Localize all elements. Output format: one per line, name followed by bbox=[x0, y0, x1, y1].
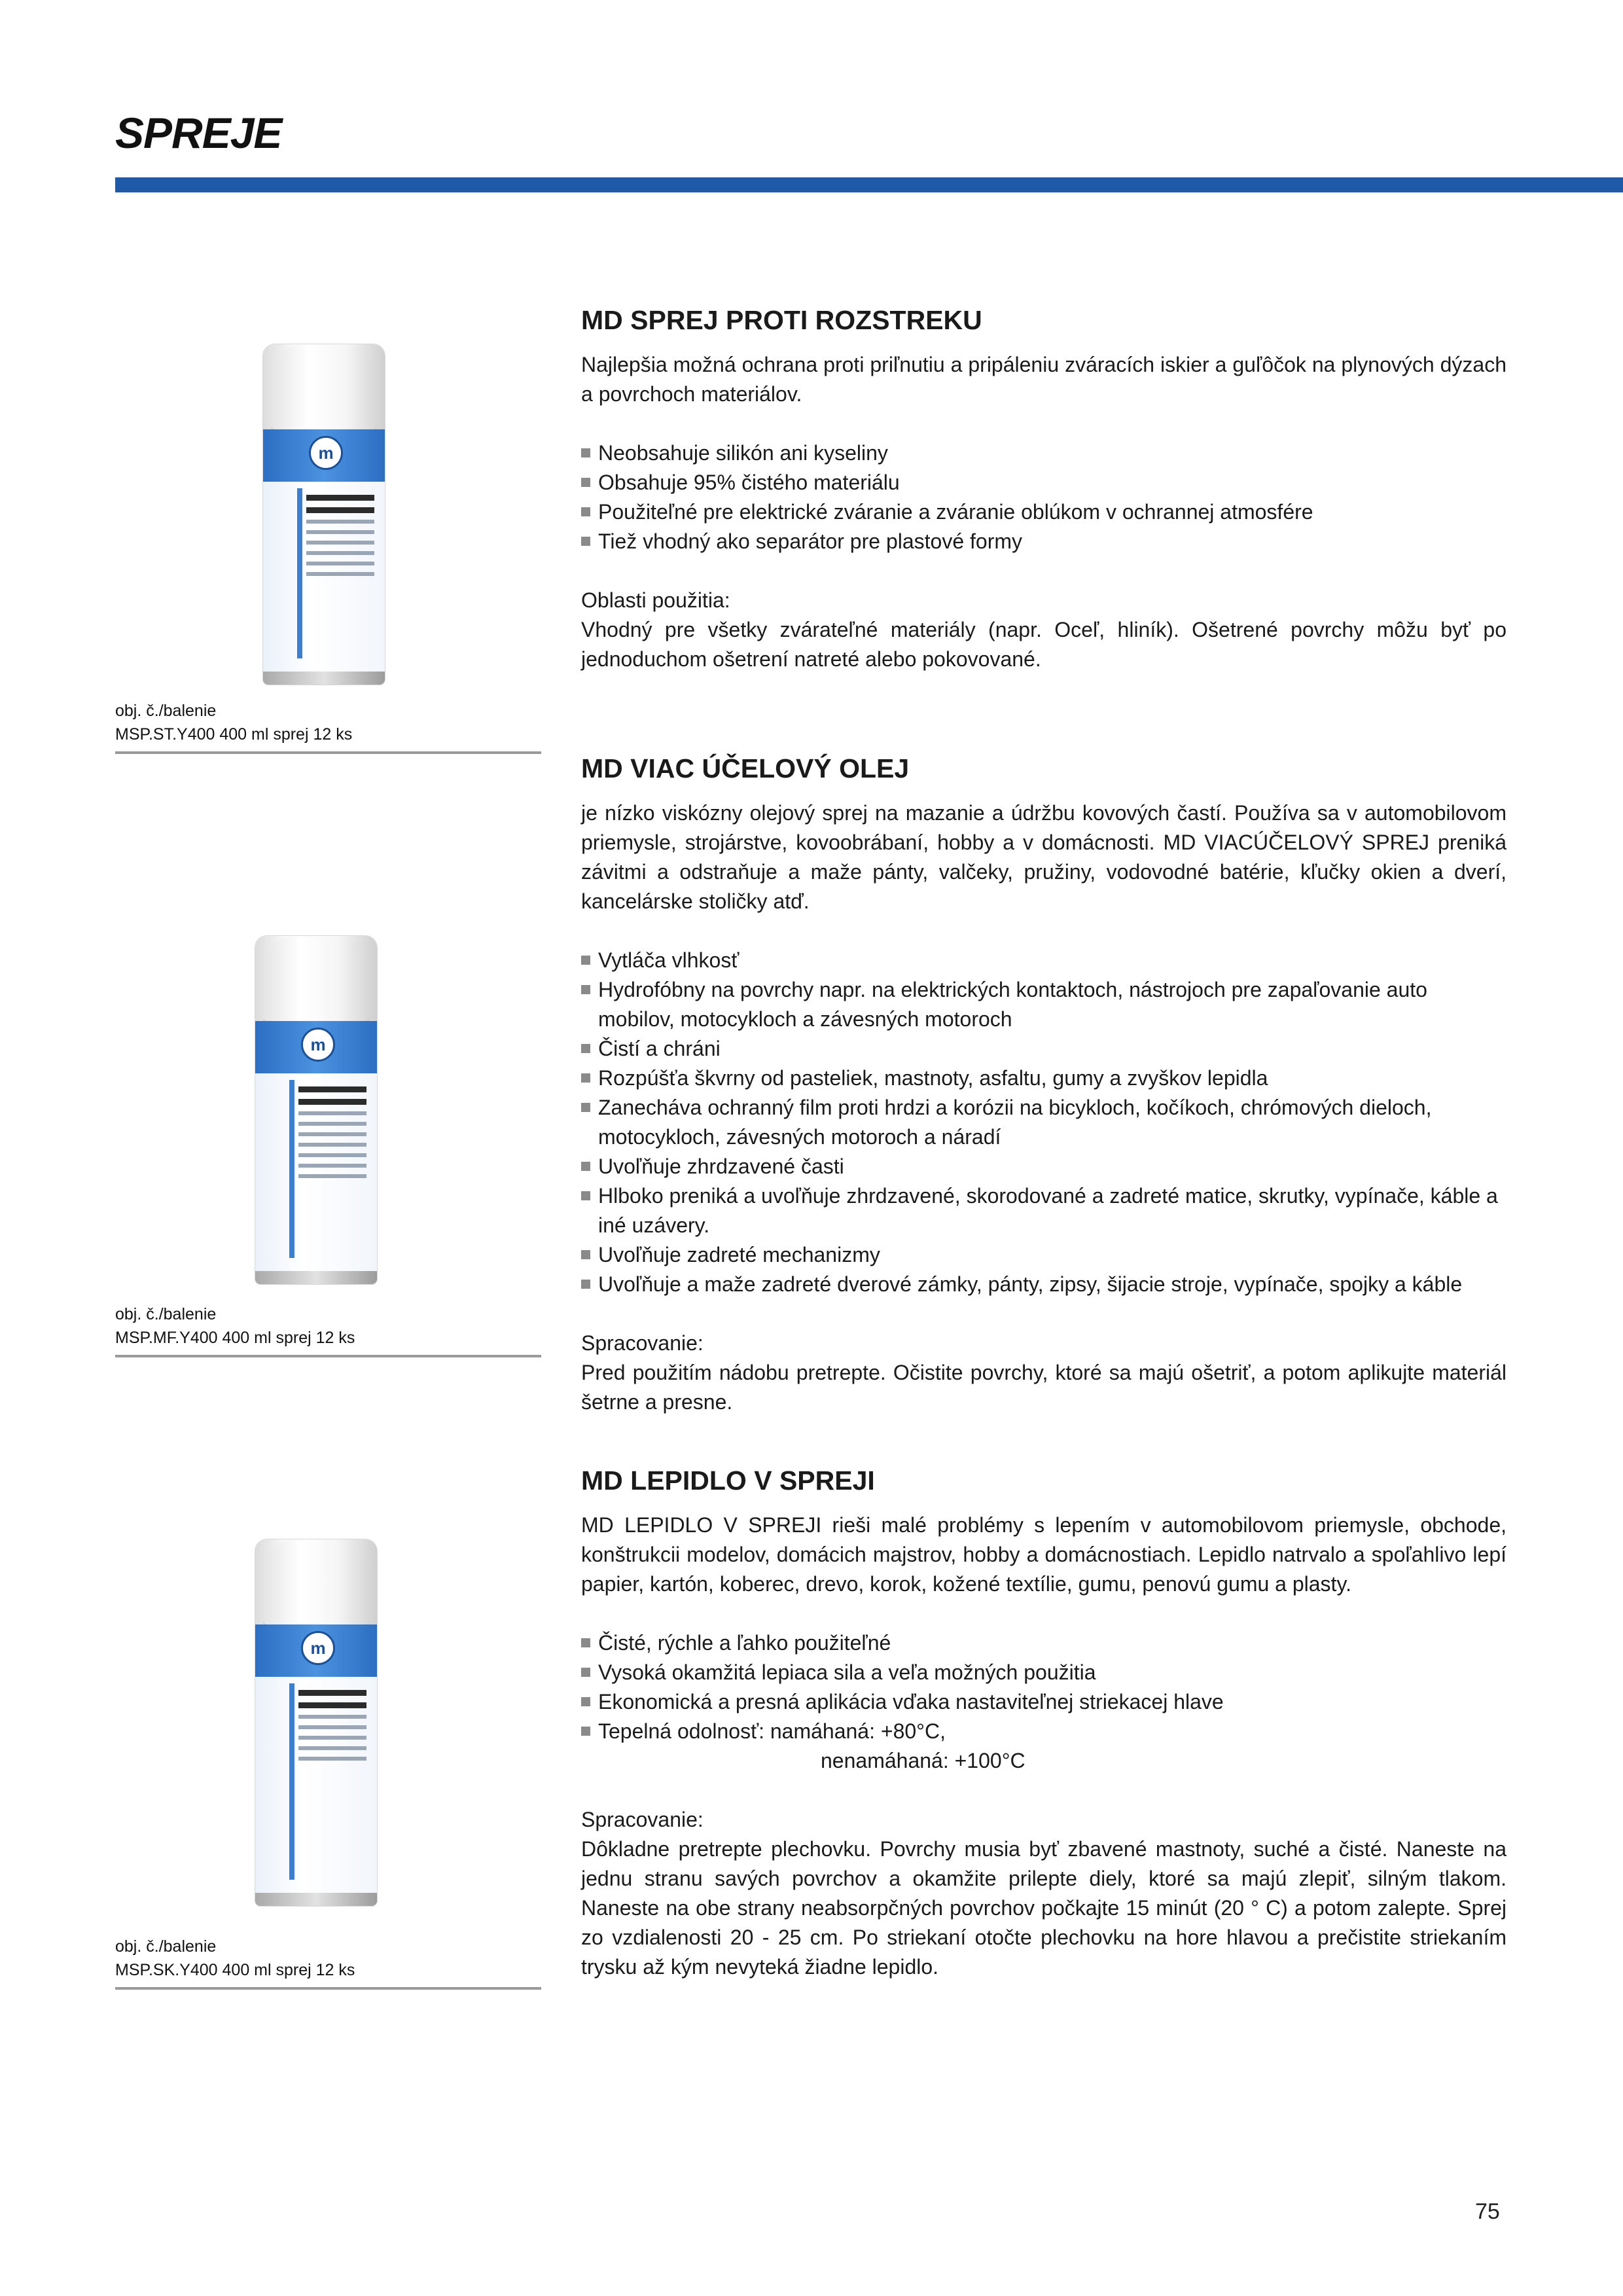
bullet-square-icon bbox=[581, 1280, 590, 1289]
product-title: MD LEPIDLO V SPREJI bbox=[581, 1465, 875, 1496]
spray-can-image-adhesive bbox=[255, 1539, 377, 1906]
feature-item: Čisté, rýchle a ľahko použiteľné bbox=[581, 1628, 1507, 1658]
feature-item: Hlboko preniká a uvoľňuje zhrdzavené, skorodované a zadreté matice, skrutky, vypínače, káble a iné uzávery. bbox=[581, 1181, 1507, 1240]
feature-item: Uvoľňuje zhrdzavené časti bbox=[581, 1152, 1507, 1181]
can-label-stripe bbox=[289, 1683, 294, 1880]
bullet-square-icon bbox=[581, 1668, 590, 1677]
spray-can-image-multi-function-oil bbox=[255, 936, 377, 1284]
bullet-square-icon bbox=[581, 1103, 590, 1112]
usage-text: Pred použitím nádobu pretrepte. Očistite povrchy, ktoré sa majú ošetriť, a potom aplikujte materiál šetrne a presne. bbox=[581, 1361, 1507, 1414]
bullet-square-icon bbox=[581, 507, 590, 516]
feature-item: Vytláča vlhkosť bbox=[581, 946, 1507, 975]
feature-list bbox=[581, 439, 1507, 556]
brand-logo-icon: m bbox=[309, 436, 343, 470]
bullet-square-icon bbox=[581, 1638, 590, 1647]
bullet-square-icon bbox=[581, 1044, 590, 1053]
spray-can-image-anti-spatter bbox=[263, 344, 385, 685]
divider bbox=[115, 1355, 541, 1357]
usage-text: Vhodný pre všetky zvárateľné materiály (napr. Oceľ, hliník). Ošetrené povrchy môžu byť po jednoduchom ošetrení natreté alebo pokovované. bbox=[581, 618, 1507, 671]
can-cap bbox=[271, 344, 377, 429]
bullet-square-icon bbox=[581, 985, 590, 994]
product-order-info bbox=[115, 1302, 541, 1357]
product-section-spray-adhesive bbox=[581, 1465, 1507, 1982]
bullet-square-icon bbox=[581, 1162, 590, 1171]
page-number: 75 bbox=[1475, 2199, 1500, 2224]
product-intro: MD LEPIDLO V SPREJI rieši malé problémy s lepením v automobilovom priemysle, obchode, konštrukcii modelov, domácich majstrov, hobby a domácnostiach. Lepidlo natrvalo a spoľahlivo lepí papier, kartón, koberec, drevo, korok, kožené textílie, gumu, penovú gumu a plasty. bbox=[581, 1513, 1507, 1596]
usage-text: Dôkladne pretrepte plechovku. Povrchy musia byť zbavené mastnoty, suché a čisté. Naneste na jednu stranu savých povrchov a okamžite prilepte diely, ktoré sa majú zlepiť, silným tlakom. Naneste na obe strany neabsorpčných povrchov počkajte 15 minút (20 ° C) a potom zalepte. Sprej zo vzdialenosti 20 - 25 cm. Po striekaní otočte plechovku na hore hlavou a prečistite striekaním trysku až kým nevyteká žiadne lepidlo. bbox=[581, 1837, 1507, 1979]
divider bbox=[115, 1987, 541, 1990]
can-rim bbox=[255, 1271, 377, 1284]
feature-list bbox=[581, 946, 1507, 1299]
bullet-square-icon bbox=[581, 478, 590, 487]
feature-item: Tiež vhodný ako separátor pre plastové formy bbox=[581, 527, 1507, 556]
can-label-text bbox=[306, 495, 374, 583]
bullet-square-icon bbox=[581, 1727, 590, 1736]
bullet-square-icon bbox=[581, 956, 590, 965]
page-title: SPREJE bbox=[115, 109, 282, 157]
bullet-square-icon bbox=[581, 1191, 590, 1200]
feature-item: Rozpúšťa škvrny od pasteliek, mastnoty, asfaltu, gumy a zvyškov lepidla bbox=[581, 1064, 1507, 1093]
feature-item: Uvoľňuje zadreté mechanizmy bbox=[581, 1240, 1507, 1270]
feature-item: Použiteľné pre elektrické zváranie a zváranie oblúkom v ochrannej atmosfére bbox=[581, 497, 1507, 527]
usage-label: Spracovanie: bbox=[581, 1331, 704, 1355]
usage-label: Spracovanie: bbox=[581, 1808, 704, 1831]
feature-item-continuation: nenamáhaná: +100°C bbox=[821, 1749, 1026, 1772]
brand-logo-icon: m bbox=[301, 1631, 335, 1665]
can-label-text bbox=[298, 1690, 366, 1767]
can-rim bbox=[263, 672, 385, 685]
feature-item: Neobsahuje silikón ani kyseliny bbox=[581, 439, 1507, 468]
feature-item: Hydrofóbny na povrchy napr. na elektrických kontaktoch, nástrojoch pre zapaľovanie auto mobilov, motocykloch a závesných motoroch bbox=[581, 975, 1507, 1034]
product-section-multi-purpose-oil bbox=[581, 753, 1507, 1417]
product-section-anti-spatter bbox=[581, 305, 1507, 674]
bullet-square-icon bbox=[581, 537, 590, 546]
usage-label: Oblasti použitia: bbox=[581, 588, 730, 612]
feature-list bbox=[581, 1628, 1507, 1776]
product-intro: je nízko viskózny olejový sprej na mazanie a údržbu kovových častí. Používa sa v automobilovom priemysle, strojárstve, kovoobrábaní, hobby a v domácnosti. MD VIACÚČELOVÝ SPREJ preniká závitmi a odstraňuje a maže pánty, valčeky, pružiny, vodovodné batérie, kľučky okien a dverí, kancelárske stoličky atď. bbox=[581, 801, 1507, 913]
order-code: MSP.MF.Y400 400 ml sprej 12 ks bbox=[115, 1329, 355, 1347]
title-underline-bar bbox=[115, 177, 1623, 192]
bullet-square-icon bbox=[581, 1073, 590, 1083]
feature-item: Zanecháva ochranný film proti hrdzi a korózii na bicykloch, kočíkoch, chrómových dieloch, motocykloch, závesných motoroch a náradí bbox=[581, 1093, 1507, 1152]
feature-item: Obsahuje 95% čistého materiálu bbox=[581, 468, 1507, 497]
order-label: obj. č./balenie bbox=[115, 1937, 217, 1956]
product-intro: Najlepšia možná ochrana proti priľnutiu a pripáleniu zváracích iskier a guľôčok na plynových dýzach a povrchoch materiálov. bbox=[581, 353, 1507, 406]
product-order-info bbox=[115, 699, 541, 754]
feature-item: Vysoká okamžitá lepiaca sila a veľa možných použitia bbox=[581, 1658, 1507, 1687]
can-cap bbox=[263, 936, 369, 1021]
order-code: MSP.SK.Y400 400 ml sprej 12 ks bbox=[115, 1961, 355, 1979]
feature-item: Čistí a chráni bbox=[581, 1034, 1507, 1064]
can-label-stripe bbox=[297, 488, 302, 658]
can-label-stripe bbox=[289, 1080, 294, 1258]
can-label-text bbox=[298, 1086, 366, 1185]
can-cap bbox=[263, 1539, 369, 1624]
product-title: MD SPREJ PROTI ROZSTREKU bbox=[581, 305, 982, 335]
bullet-square-icon bbox=[581, 448, 590, 457]
feature-item: Tepelná odolnosť: namáhaná: +80°C, bbox=[581, 1717, 1507, 1746]
brand-logo-icon: m bbox=[301, 1028, 335, 1062]
order-code: MSP.ST.Y400 400 ml sprej 12 ks bbox=[115, 725, 353, 744]
product-title: MD VIAC ÚČELOVÝ OLEJ bbox=[581, 753, 910, 783]
divider bbox=[115, 751, 541, 754]
product-order-info bbox=[115, 1935, 541, 1990]
order-label: obj. č./balenie bbox=[115, 1305, 217, 1323]
feature-item: Ekonomická a presná aplikácia vďaka nastaviteľnej striekacej hlave bbox=[581, 1687, 1507, 1717]
can-rim bbox=[255, 1893, 377, 1906]
bullet-square-icon bbox=[581, 1697, 590, 1706]
bullet-square-icon bbox=[581, 1250, 590, 1259]
feature-item: Uvoľňuje a maže zadreté dverové zámky, pánty, zipsy, šijacie stroje, vypínače, spojky a káble bbox=[581, 1270, 1507, 1299]
order-label: obj. č./balenie bbox=[115, 702, 217, 720]
